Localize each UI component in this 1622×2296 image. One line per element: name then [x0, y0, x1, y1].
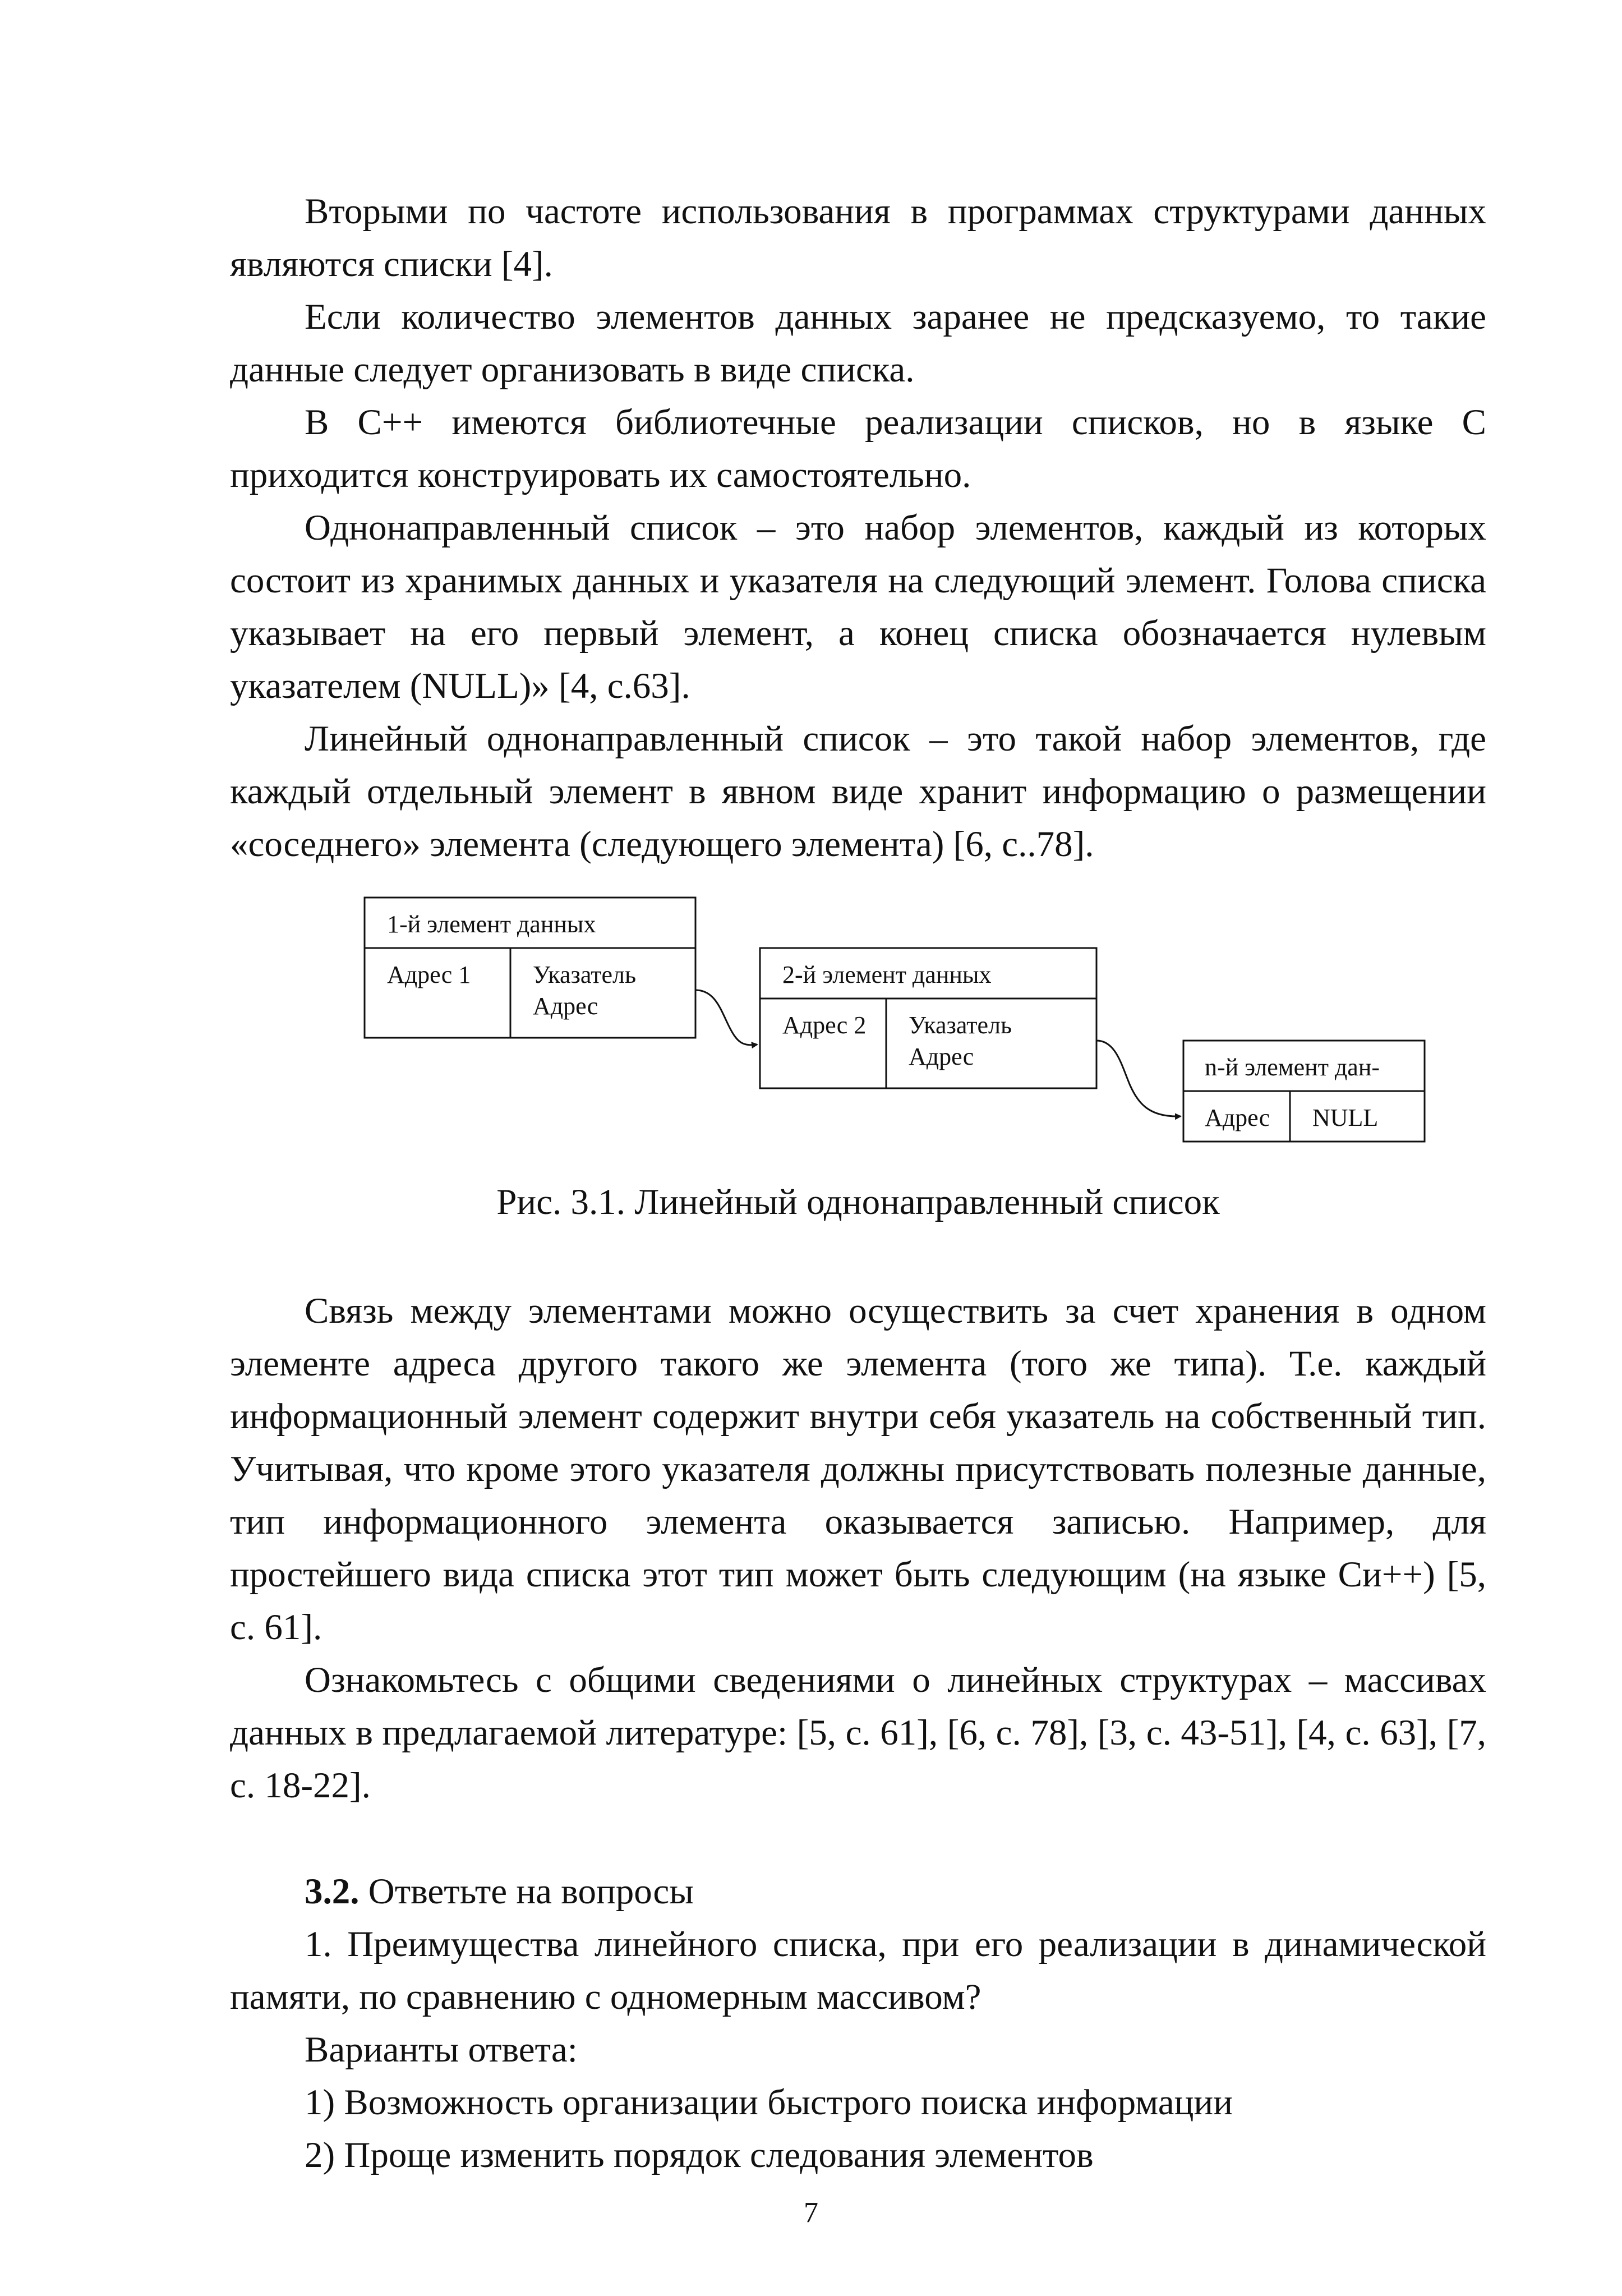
node-null: NULL — [1312, 1104, 1379, 1131]
node-address: Адрес 1 — [387, 961, 471, 988]
node-title: n-й элемент дан- — [1205, 1053, 1380, 1081]
list-node-n — [1183, 1041, 1425, 1142]
node-pointer-label: Указатель — [909, 1011, 1012, 1039]
paragraph: Однонаправленный список – это набор элементов, каждый из которых состоит из хранимых данных и указателя на следующий элемент. Голова списка указывает на его первый элемент, а конец списка обозначается нулевым указателем (NULL)» [4, с.63]. — [230, 508, 1486, 706]
node-address: Адрес — [1205, 1104, 1270, 1131]
paragraph: Если количество элементов данных заранее не предсказуемо, то такие данные следует организовать в виде списка. — [230, 297, 1486, 390]
answer-option: 2) Проще изменить порядок следования элементов — [305, 2135, 1094, 2175]
list-node-2 — [760, 948, 1096, 1088]
node-address: Адрес 2 — [782, 1011, 867, 1039]
body-text — [230, 1285, 1486, 1812]
node-title: 1-й элемент данных — [387, 910, 596, 938]
section-number: 3.2. — [305, 1871, 360, 1912]
node-title: 2-й элемент данных — [782, 961, 992, 988]
link-arrow — [1096, 1041, 1181, 1116]
questions-section — [230, 1865, 1486, 2182]
figure-caption: Рис. 3.1. Линейный однонаправленный список — [496, 1182, 1220, 1222]
paragraph: Линейный однонаправленный список – это такой набор элементов, где каждый отдельный элемент в явном виде хранит информацию о размещении «соседнего» элемента (следующего элемента) [6, с..78]. — [230, 719, 1486, 864]
paragraph: Ознакомьтесь с общими сведениями о линейных структурах – массивах данных в предлагаемой литературе: [5, с. 61], [6, с. 78], [3, с. 43-51], [4, с. 63], [7, с. 18-22]. — [230, 1660, 1486, 1806]
question: 1. Преимущества линейного списка, при его реализации в динамической памяти, по сравнению с одномерным массивом? — [230, 1924, 1486, 2017]
answer-option: 1) Возможность организации быстрого поиска информации — [305, 2082, 1233, 2123]
paragraph: В С++ имеются библиотечные реализации списков, но в языке С приходится конструировать их самостоятельно. — [230, 402, 1486, 495]
answer-variants-label: Варианты ответа: — [305, 2030, 578, 2070]
paragraph: Вторыми по частоте использования в программах структурами данных являются списки [4]. — [230, 191, 1486, 284]
list-node-1 — [365, 898, 695, 1038]
node-pointer-label: Указатель — [533, 961, 637, 988]
page-number: 7 — [804, 2197, 818, 2229]
section-title: Ответьте на вопросы — [368, 1871, 694, 1912]
paragraph: Связь между элементами можно осуществить за счет хранения в одном элементе адреса другого такого же элемента (того же типа). Т.е. каждый информационный элемент содержит внутри себя указатель на собственный тип. Учитывая, что кроме этого указателя должны присутствовать полезные данные, тип информационного элемента оказывается записью. Например, для простейшего вида списка этот тип может быть следующим (на языке Си++) [5, с. 61]. — [230, 1291, 1486, 1648]
node-pointer-address: Адрес — [533, 992, 598, 1020]
link-arrow — [695, 990, 757, 1045]
node-pointer-address: Адрес — [909, 1043, 974, 1070]
section-heading — [230, 1865, 1486, 1918]
